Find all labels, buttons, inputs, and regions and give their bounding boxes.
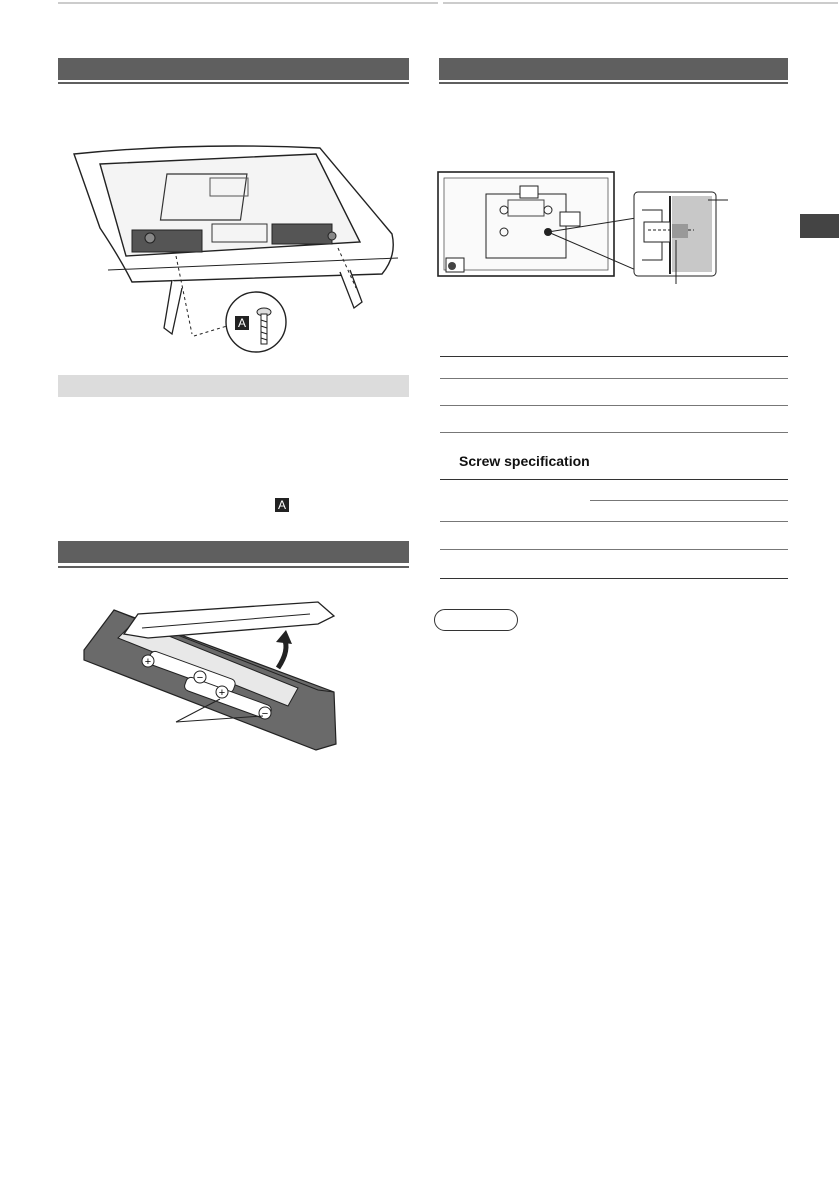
table-rule — [440, 356, 788, 357]
table-rule — [440, 479, 788, 480]
wall-mount-section-header — [439, 58, 788, 80]
table-rule — [440, 549, 788, 550]
table-rule — [440, 378, 788, 379]
note-badge — [434, 609, 518, 631]
screw-spec-heading: Screw specification — [459, 453, 590, 469]
chapter-side-tab — [800, 214, 839, 238]
svg-text:+: + — [218, 687, 226, 699]
table-rule — [440, 405, 788, 406]
battery-section-header — [58, 541, 409, 563]
battery-section-rule — [58, 566, 409, 568]
table-rule — [440, 578, 788, 579]
table-rule — [440, 521, 788, 522]
wall-mount-illustration — [436, 170, 736, 288]
svg-text:+: + — [144, 656, 152, 668]
stand-sub-heading-bar — [58, 375, 409, 397]
stand-section-rule — [58, 82, 409, 84]
screw-tag-a: A — [235, 316, 249, 330]
stand-section-header — [58, 58, 409, 80]
svg-text:−: − — [261, 708, 269, 720]
table-rule — [590, 500, 788, 501]
wall-mount-section-rule — [439, 82, 788, 84]
crop-marks — [58, 0, 838, 6]
svg-text:−: − — [196, 672, 204, 684]
table-rule — [440, 432, 788, 433]
remote-battery-illustration — [78, 598, 348, 758]
inline-tag-a: A — [275, 498, 289, 512]
